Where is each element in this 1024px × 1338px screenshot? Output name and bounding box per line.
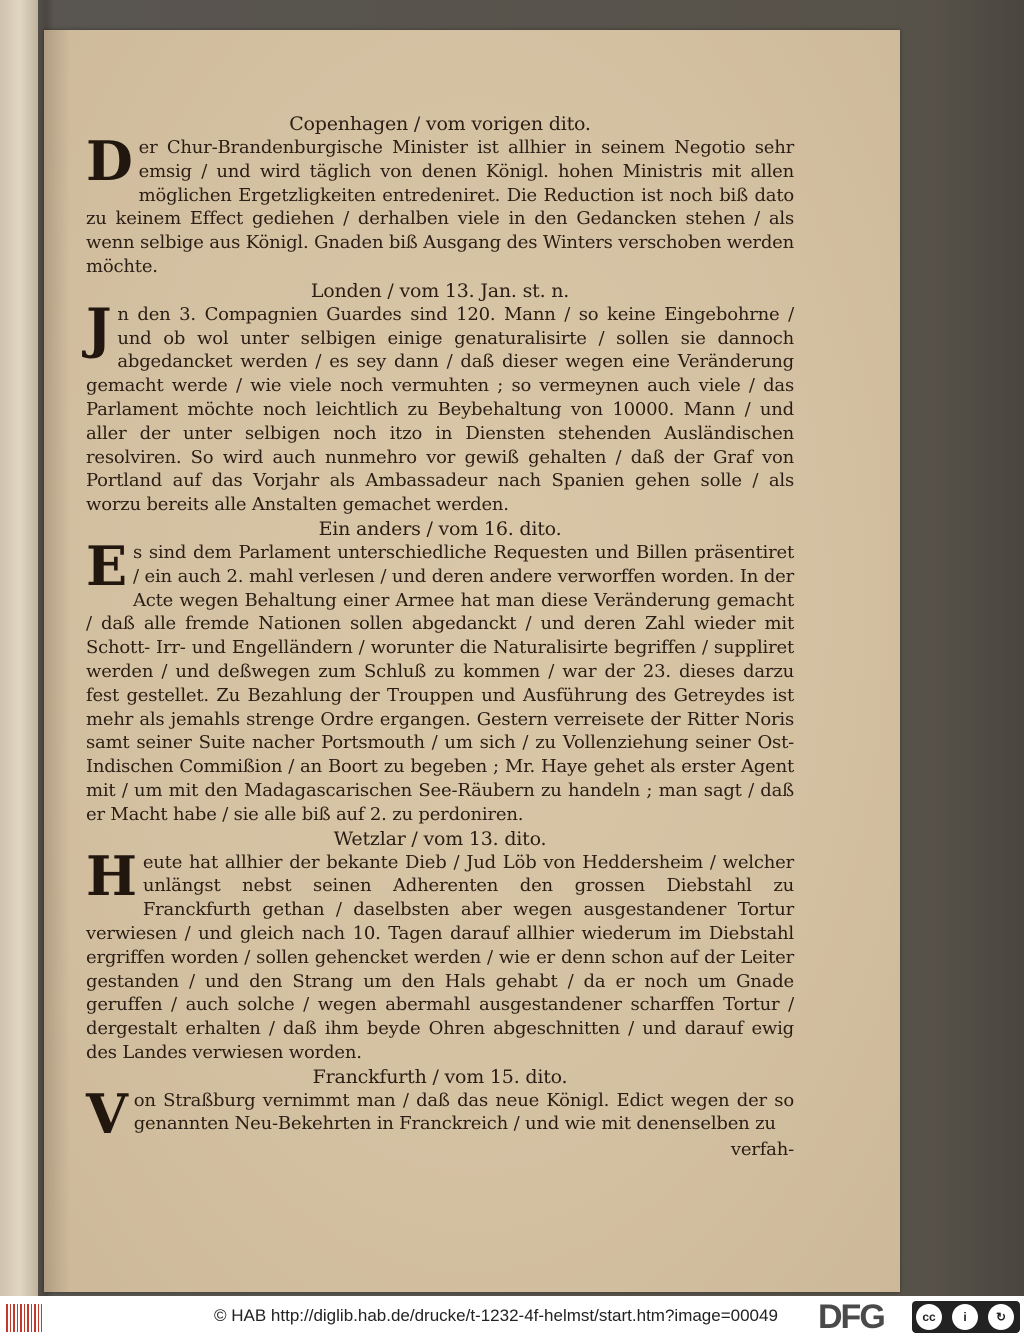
license-by-label: BY: [958, 1323, 968, 1330]
facing-page-edge: [0, 0, 38, 1296]
paragraph-text: n den 3. Compagnien Guardes sind 120. Mann / so keine Eingebohrne / und ob wol unter selbigen einige genaturalisirte / sollen sie dannoch abgedancket werden / es sey dann / daß dieser wegen eine Veränderung gemacht werde / wie viele noch vermuhten ; so vermeynen auch viele / das Parlament möchte noch leichtlich zu Beybehaltung von 10000. Mann / und aller der unter selbigen noch itzo in Diensten stehenden Ausländischen resolviren. So wird auch nunmehro vor gewiß gehalten / daß der Graf von Portland auf das Vorjahr als Ambassadeur nach Spanien gehen solle / als worzu bereits alle Anstalten gemachet werden.: [86, 303, 794, 516]
paragraph-text: er Chur-Brandenburgische Minister ist allhier in seinem Negotio sehr emsig / und wird täglich von denen Königl. hohen Ministris mit allen möglichen Ergetzligkeiten entredeniret. Die Reduction ist noch biß dato zu keinem Effect gediehen / derhalben viele in den Gedancken stehen / als wenn selbige aus Königl. Gnaden biß Ausgang des Winters verschoben werden möchte.: [86, 137, 794, 277]
share-alike-icon: ↻: [988, 1304, 1014, 1330]
barcode-icon: [6, 1304, 42, 1332]
drop-initial: H: [86, 843, 137, 908]
paragraph-text: eute hat allhier der bekante Dieb / Jud Löb von Heddersheim / welcher unlängst nebst seinen Adherenten den grossen Diebstahl zu Franckfurth gethan / daselbsten aber wegen ausgestandener Tortur verwiesen / und gleich nach 10. Tagen darauf allhier wiederum im Diebstahl ergriffen worden / sollen gehencket werden / wie er denn schon auf der Leiter gestanden / und den Strang um den Hals gehabt / da er noch um Gnade geruffen / auch solche / wegen abermahl ausgestandener scharffen Tortur / dergestalt erhalten / daß ihm beyde Ohren abgeschnitten / und darauf ewig des Landes verwiesen worden.: [86, 851, 794, 1063]
drop-initial: V: [86, 1081, 128, 1146]
attribution-icon: i: [952, 1304, 978, 1330]
drop-initial: E: [86, 533, 127, 598]
section-heading: Wetzlar / vom 13. dito.: [333, 827, 547, 850]
drop-initial: J: [86, 295, 112, 360]
section-heading: Franckfurth / vom 15. dito.: [312, 1065, 568, 1088]
book-page: [44, 30, 900, 1292]
catchword: verfah-: [730, 1139, 794, 1161]
page-text: [86, 112, 794, 1162]
section-paragraph: [86, 533, 794, 827]
section-paragraph: [86, 843, 794, 1065]
section-heading: Londen / vom 13. Jan. st. n.: [310, 279, 570, 302]
dfg-logo[interactable]: DFG: [818, 1298, 884, 1336]
drop-initial: D: [86, 129, 133, 193]
page-gutter-shadow: [44, 30, 70, 1292]
paragraph-text: on Straßburg vernimmt man / daß das neue Königl. Edict wegen der so genannten Neu-Bekehrten in Franckreich / und wie mit denenselben zu: [133, 1089, 794, 1135]
cc-license-badge[interactable]: [912, 1301, 1020, 1333]
cc-icon: cc: [916, 1304, 942, 1330]
section-heading: Copenhagen / vom vorigen dito.: [289, 113, 591, 135]
section-paragraph: [86, 1081, 794, 1146]
paragraph-text: s sind dem Parlament unterschiedliche Requesten und Billen präsentiret / ein auch 2. mahl verlesen / und deren andere verworffen worden. In der Acte wegen Behaltung einer Armee hat man diese Veränderung gemacht / daß alle fremde Nationen sollen abgedanckt / und deren Zahl wieder mit Schott- Irr- und Engelländern / worunter die Naturalisirte begriffen / suppliret werden / und deßwegen zum Schluß zu kommen / war der 23. dieses darzu fest gestellet. Zu Bezahlung der Trouppen und Ausführung des Getreydes ist mehr als jemahls strenge Ordre ergangen. Gestern verreisete der Ritter Noris samt seiner Suite nacher Portsmouth / um sich / zu Vollenziehung seiner Ost-Indischen Commißion / an Boort zu begeben ; Mr. Haye gehet als erster Agent mit / um mit den Madagascarischen See-Räubern zu handeln ; man sagt / daß er Macht habe / sie alle biß auf 2. zu perdoniren.: [86, 541, 794, 825]
viewer-footer: [0, 1296, 1024, 1338]
section-paragraph: [86, 129, 794, 279]
license-sa-label: SA: [996, 1323, 1006, 1330]
section-heading: Ein anders / vom 16. dito.: [318, 517, 562, 540]
section-paragraph: [86, 295, 794, 517]
source-credit-link[interactable]: © HAB http://diglib.hab.de/drucke/t-1232-4f-helmst/start.htm?image=00049: [214, 1306, 778, 1325]
